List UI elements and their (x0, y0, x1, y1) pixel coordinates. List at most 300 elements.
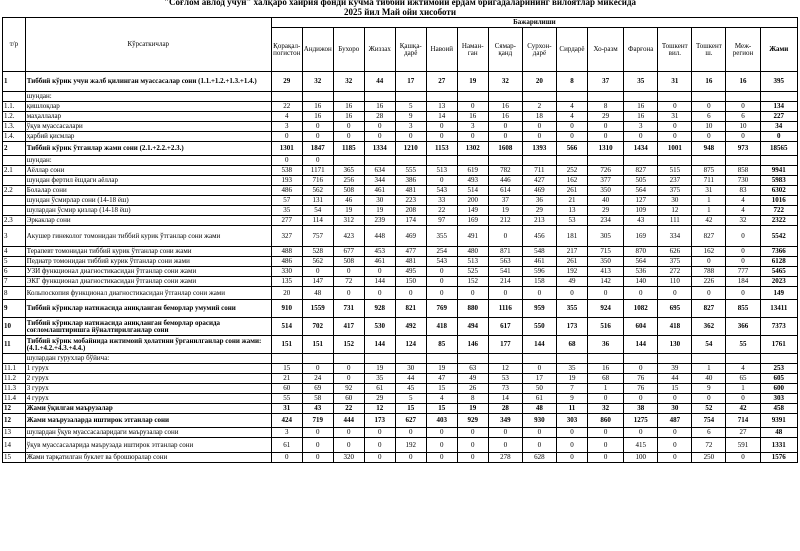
row-value: 3 (395, 122, 426, 132)
row-value: 151 (271, 336, 302, 354)
row-total: 395 (760, 72, 797, 92)
row-value: 5 (395, 394, 426, 404)
row-value: 162 (556, 176, 587, 186)
row-value: 37 (587, 72, 623, 92)
row-value (395, 92, 426, 102)
row-total: 7366 (760, 247, 797, 257)
row-value: 493 (457, 176, 488, 186)
row-value: 9 (556, 394, 587, 404)
row-value: 9 (395, 112, 426, 122)
row-number: 5 (3, 257, 26, 267)
row-value: 0 (333, 374, 364, 384)
row-value: 32 (488, 72, 522, 92)
row-value: 144 (364, 277, 395, 287)
row-value: 0 (556, 132, 587, 142)
row-value: 151 (302, 336, 333, 354)
row-value: 192 (395, 438, 426, 453)
column-header-region: Тошкент ш. (692, 28, 726, 72)
row-value: 1153 (426, 142, 457, 156)
row-value: 100 (624, 453, 658, 463)
row-value: 29 (587, 206, 623, 216)
row-indicator: Тиббий кўрик мобайнида ижтимоий ҳолатини ўрганилганлар сони жами: (4.1.+4.2.+4.3.+4.4.) (25, 336, 271, 354)
row-value: 92 (333, 384, 364, 394)
column-header-executed: Бажарилиши (271, 18, 797, 28)
row-value: 617 (488, 318, 522, 336)
table-row (3, 267, 798, 277)
row-value: 19 (426, 364, 457, 374)
row-value: 192 (556, 267, 587, 277)
row-value: 0 (692, 257, 726, 267)
row-indicator: Аёллар сони (25, 166, 271, 176)
row-value: 1434 (624, 142, 658, 156)
row-value: 38 (624, 404, 658, 414)
row-value: 525 (457, 267, 488, 277)
row-value: 0 (624, 394, 658, 404)
row-value: 754 (692, 414, 726, 428)
row-value: 0 (364, 132, 395, 142)
row-value: 486 (271, 186, 302, 196)
row-value: 1001 (658, 142, 692, 156)
row-value (726, 156, 760, 166)
table-row (3, 216, 798, 226)
row-value: 144 (364, 336, 395, 354)
row-value (692, 354, 726, 364)
row-number: 2.2 (3, 186, 26, 196)
row-value: 63 (457, 364, 488, 374)
row-value: 5 (395, 102, 426, 112)
row-value: 0 (426, 438, 457, 453)
row-number: 3 (3, 226, 26, 247)
row-value: 48 (302, 287, 333, 300)
row-indicator: ўқув муассасалари (25, 122, 271, 132)
row-value (624, 92, 658, 102)
row-value: 35 (364, 374, 395, 384)
row-value: 563 (488, 257, 522, 267)
row-value (556, 354, 587, 364)
row-value (364, 156, 395, 166)
table-row (3, 336, 798, 354)
row-value: 27 (426, 72, 457, 92)
row-value: 3 (457, 122, 488, 132)
row-number: 8 (3, 287, 26, 300)
row-value: 508 (333, 186, 364, 196)
row-indicator: қишлоқлар (25, 102, 271, 112)
row-value: 1559 (302, 300, 333, 318)
row-value: 19 (488, 206, 522, 216)
row-value: 0 (522, 132, 556, 142)
row-value: 4 (726, 206, 760, 216)
row-value: 0 (726, 247, 760, 257)
row-value: 514 (271, 318, 302, 336)
row-value: 827 (692, 226, 726, 247)
row-number: 1.2. (3, 112, 26, 122)
row-value: 494 (457, 318, 488, 336)
row-number: 1 (3, 72, 26, 92)
row-value: 152 (457, 277, 488, 287)
row-total: 1016 (760, 196, 797, 206)
row-value: 144 (522, 336, 556, 354)
row-number: 12 (3, 414, 26, 428)
row-total: 303 (760, 394, 797, 404)
row-value: 9 (692, 384, 726, 394)
row-value: 541 (488, 267, 522, 277)
row-value: 13 (556, 206, 587, 216)
row-value: 18 (522, 112, 556, 122)
column-header-region: Қашқа-дарё (395, 28, 426, 72)
row-number: 2.1 (3, 166, 26, 176)
table-row (3, 428, 798, 438)
row-value: 536 (624, 267, 658, 277)
row-value: 16 (333, 102, 364, 112)
row-value (426, 354, 457, 364)
row-value (522, 92, 556, 102)
row-value: 15 (395, 404, 426, 414)
row-value: 0 (587, 394, 623, 404)
row-value: 28 (364, 112, 395, 122)
row-value: 200 (457, 196, 488, 206)
row-value: 0 (302, 364, 333, 374)
row-value: 65 (726, 374, 760, 384)
row-value (333, 92, 364, 102)
row-value: 1608 (488, 142, 522, 156)
row-value: 461 (364, 257, 395, 267)
row-value: 193 (271, 176, 302, 186)
row-value: 418 (658, 318, 692, 336)
row-number: 2.3 (3, 216, 26, 226)
row-value: 1 (692, 364, 726, 374)
row-value: 29 (522, 206, 556, 216)
row-value: 0 (726, 287, 760, 300)
row-value: 757 (302, 226, 333, 247)
row-value: 350 (587, 186, 623, 196)
column-header-region: Сирдарё (556, 28, 587, 72)
row-value: 0 (726, 453, 760, 463)
row-value: 555 (395, 166, 426, 176)
row-value: 6 (692, 112, 726, 122)
row-number: 1.3. (3, 122, 26, 132)
report-subtitle: 2025 йил Май ойи хисоботи (343, 7, 457, 17)
row-value: 453 (364, 247, 395, 257)
row-value: 305 (587, 226, 623, 247)
row-value: 0 (556, 438, 587, 453)
row-value: 515 (658, 166, 692, 176)
row-value (658, 92, 692, 102)
row-value: 0 (556, 287, 587, 300)
row-value: 21 (271, 374, 302, 384)
row-value (457, 92, 488, 102)
row-value: 0 (333, 287, 364, 300)
row-number (3, 196, 26, 206)
row-indicator: Жами маърузаларда иштирок этганлар сони (25, 414, 271, 428)
row-number: 10 (3, 318, 26, 336)
row-indicator: УЗИ функционал диагностикасидан ўтганлар сони жами (25, 267, 271, 277)
row-value: 1116 (488, 300, 522, 318)
row-value: 19 (333, 206, 364, 216)
table-row (3, 404, 798, 414)
row-value: 366 (726, 318, 760, 336)
row-value: 111 (658, 216, 692, 226)
row-value: 0 (426, 122, 457, 132)
row-value: 1275 (624, 414, 658, 428)
row-value (333, 156, 364, 166)
row-value: 11 (556, 404, 587, 414)
row-value: 8 (556, 72, 587, 92)
table-row (3, 384, 798, 394)
row-value: 928 (364, 300, 395, 318)
row-value: 4 (426, 394, 457, 404)
row-value: 16 (302, 102, 333, 112)
row-number: 1.1. (3, 102, 26, 112)
row-value: 35 (556, 364, 587, 374)
row-value: 0 (395, 453, 426, 463)
row-value: 32 (302, 72, 333, 92)
row-value: 480 (457, 247, 488, 257)
row-value: 0 (624, 287, 658, 300)
row-value: 28 (488, 404, 522, 414)
row-value: 726 (587, 166, 623, 176)
row-total: 149 (760, 287, 797, 300)
row-value: 924 (587, 300, 623, 318)
table-row (3, 226, 798, 247)
row-value: 362 (692, 318, 726, 336)
row-value: 1302 (457, 142, 488, 156)
row-value: 40 (587, 196, 623, 206)
row-value (587, 92, 623, 102)
row-value: 0 (658, 394, 692, 404)
row-value: 973 (726, 142, 760, 156)
row-total (760, 156, 797, 166)
row-value: 16 (302, 112, 333, 122)
table-row (3, 132, 798, 142)
row-value: 1310 (587, 142, 623, 156)
row-value: 827 (624, 166, 658, 176)
row-indicator: Терапевт томонидан тиббий курик ўтганлар сони жами (25, 247, 271, 257)
row-value: 27 (726, 428, 760, 438)
row-value: 0 (333, 122, 364, 132)
row-value: 76 (624, 374, 658, 384)
row-value: 140 (624, 277, 658, 287)
row-value: 152 (333, 336, 364, 354)
row-value: 250 (692, 453, 726, 463)
table-row (3, 300, 798, 318)
row-value: 237 (658, 176, 692, 186)
column-header-region: Фарғона (624, 28, 658, 72)
row-value: 234 (587, 216, 623, 226)
row-value: 0 (726, 257, 760, 267)
row-value: 312 (333, 216, 364, 226)
row-value: 15 (658, 384, 692, 394)
row-value: 448 (364, 226, 395, 247)
row-value: 0 (333, 267, 364, 277)
row-value: 31 (658, 112, 692, 122)
row-value: 29 (364, 394, 395, 404)
row-value: 0 (587, 132, 623, 142)
row-value: 377 (587, 176, 623, 186)
row-total: 7373 (760, 318, 797, 336)
row-value: 0 (587, 438, 623, 453)
row-value: 147 (302, 277, 333, 287)
row-value: 36 (522, 196, 556, 206)
row-value: 303 (556, 414, 587, 428)
row-value: 72 (333, 277, 364, 287)
table-row (3, 277, 798, 287)
row-value: 0 (457, 428, 488, 438)
row-number (3, 156, 26, 166)
row-value: 0 (271, 453, 302, 463)
row-value: 0 (726, 394, 760, 404)
row-value: 0 (426, 267, 457, 277)
row-value (624, 354, 658, 364)
row-value: 15 (426, 404, 457, 414)
row-value (522, 156, 556, 166)
row-value: 60 (271, 384, 302, 394)
row-value: 0 (364, 428, 395, 438)
row-value: 386 (395, 176, 426, 186)
table-row (3, 102, 798, 112)
row-value: 1082 (624, 300, 658, 318)
row-indicator: шундан: (25, 92, 271, 102)
row-value: 44 (364, 72, 395, 92)
row-value: 19 (364, 206, 395, 216)
row-value: 0 (333, 428, 364, 438)
row-value (692, 156, 726, 166)
row-value: 488 (271, 247, 302, 257)
row-value: 49 (556, 277, 587, 287)
row-value: 16 (488, 112, 522, 122)
row-value: 355 (556, 300, 587, 318)
row-value: 4 (556, 102, 587, 112)
row-total: 722 (760, 206, 797, 216)
row-value: 149 (457, 206, 488, 216)
row-indicator: Кольпоскопия функционал диагностикасидан ўтганлар сони жами (25, 287, 271, 300)
row-value: 0 (333, 364, 364, 374)
row-value: 350 (587, 257, 623, 267)
row-indicator: 3 гурух (25, 384, 271, 394)
row-value: 495 (395, 267, 426, 277)
row-value: 20 (271, 287, 302, 300)
row-indicator: Жами ўқилган маърузалар (25, 404, 271, 414)
row-total: 5542 (760, 226, 797, 247)
row-value: 42 (692, 216, 726, 226)
row-value: 330 (271, 267, 302, 277)
column-header-region: Бухоро (333, 28, 364, 72)
row-value (271, 92, 302, 102)
row-value: 177 (488, 336, 522, 354)
row-indicator: шулардан ўсмир қизлар (14-18 ёш) (25, 206, 271, 216)
row-value: 40 (692, 374, 726, 384)
row-value: 0 (556, 453, 587, 463)
row-value: 564 (624, 257, 658, 267)
report-title: "Соғлом авлод учун" халқаро хайрия фонди кўчма тиббий ижтимоий ёрдам бригадаларининг вилоятлар микёсида (163, 0, 637, 7)
row-value: 61 (522, 394, 556, 404)
row-value: 702 (302, 318, 333, 336)
row-value: 375 (658, 257, 692, 267)
row-value: 8 (457, 394, 488, 404)
row-value: 61 (364, 384, 395, 394)
row-value: 0 (426, 428, 457, 438)
row-value (426, 92, 457, 102)
row-value: 20 (522, 72, 556, 92)
row-value: 0 (488, 132, 522, 142)
row-value: 29 (587, 112, 623, 122)
row-value: 695 (658, 300, 692, 318)
row-value: 461 (364, 186, 395, 196)
row-total (760, 354, 797, 364)
row-value: 456 (522, 226, 556, 247)
table-row (3, 257, 798, 267)
row-value: 1 (692, 206, 726, 216)
table-row (3, 287, 798, 300)
row-total (760, 92, 797, 102)
row-indicator: шулардан гурухлар бўйича: (25, 354, 271, 364)
row-value: 0 (302, 132, 333, 142)
row-value: 10 (692, 122, 726, 132)
row-value: 769 (426, 300, 457, 318)
table-row (3, 206, 798, 216)
row-value: 929 (457, 414, 488, 428)
row-value: 0 (426, 277, 457, 287)
row-value: 0 (333, 132, 364, 142)
row-value: 16 (624, 102, 658, 112)
row-total: 9941 (760, 166, 797, 176)
row-value: 626 (658, 247, 692, 257)
row-value: 0 (556, 428, 587, 438)
column-header-region: Жиззах (364, 28, 395, 72)
row-value: 777 (726, 267, 760, 277)
row-value: 614 (488, 186, 522, 196)
row-value: 959 (522, 300, 556, 318)
row-value: 875 (692, 166, 726, 176)
table-row (3, 72, 798, 92)
row-value: 492 (395, 318, 426, 336)
row-value: 0 (426, 176, 457, 186)
row-value: 55 (271, 394, 302, 404)
row-value: 543 (426, 186, 457, 196)
row-value: 827 (692, 300, 726, 318)
row-value (488, 354, 522, 364)
row-value: 76 (624, 384, 658, 394)
row-value: 788 (692, 267, 726, 277)
row-value: 0 (426, 287, 457, 300)
row-value: 731 (333, 300, 364, 318)
row-value: 0 (692, 287, 726, 300)
column-header-region: Наман-ган (457, 28, 488, 72)
table-row (3, 176, 798, 186)
row-value: 562 (302, 186, 333, 196)
row-value: 57 (271, 196, 302, 206)
table-row (3, 394, 798, 404)
row-number: 12 (3, 404, 26, 414)
row-total: 227 (760, 112, 797, 122)
row-value: 0 (587, 428, 623, 438)
row-value: 355 (426, 226, 457, 247)
row-value: 0 (658, 132, 692, 142)
row-value: 487 (658, 414, 692, 428)
row-value: 214 (488, 277, 522, 287)
row-indicator: Педиатр томонидан тиббий курик ўтганлар сони жами (25, 257, 271, 267)
row-value: 0 (522, 287, 556, 300)
row-value: 16 (587, 364, 623, 374)
row-value: 1393 (522, 142, 556, 156)
row-number: 1.4. (3, 132, 26, 142)
row-value: 278 (488, 453, 522, 463)
row-value: 1 (692, 196, 726, 206)
row-value: 0 (522, 364, 556, 374)
row-value: 3 (624, 122, 658, 132)
row-value: 254 (426, 247, 457, 257)
row-value: 1 (587, 384, 623, 394)
row-indicator: шундан фертил ёшдаги аёллар (25, 176, 271, 186)
